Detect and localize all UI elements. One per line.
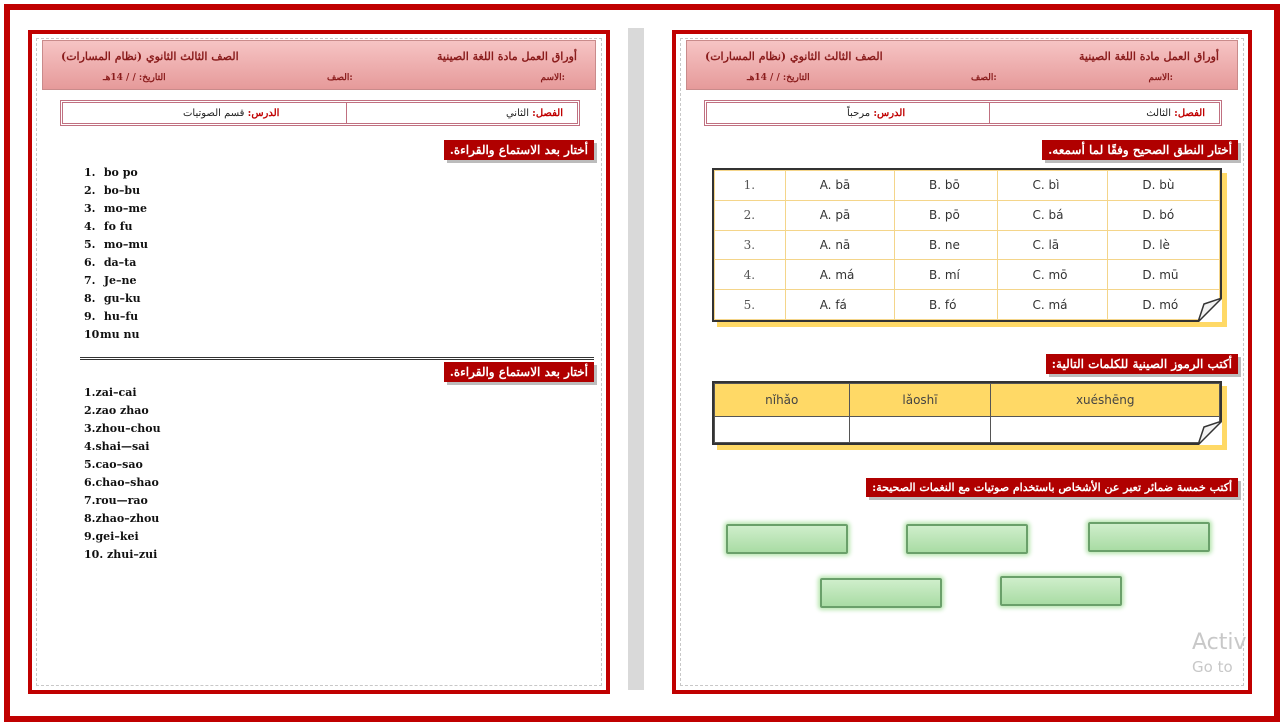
option-d[interactable]: D. mū (1108, 260, 1220, 290)
left-header-banner (42, 40, 596, 90)
option-b[interactable]: B. ne (894, 230, 997, 260)
answer-cell[interactable] (715, 417, 850, 443)
option-c[interactable]: C. má (998, 290, 1108, 320)
left-header-subject: أوراق العمل مادة اللغة الصينية (437, 50, 577, 63)
answer-cell[interactable] (991, 417, 1220, 443)
option-a[interactable]: A. má (785, 260, 894, 290)
right-chapter-value: الثالث (1146, 108, 1171, 119)
table-row: 2. A. pā B. pō C. bá D. bó (715, 200, 1220, 230)
option-b[interactable]: B. bō (894, 171, 997, 201)
table-row (715, 417, 1220, 443)
right-section1-title: أختار النطق الصحيح وفقًا لما أسمعه. (1042, 140, 1238, 160)
characters-table (712, 381, 1222, 445)
left-lesson-label: الدرس: (247, 108, 280, 119)
right-header-class-label: الصف: (971, 73, 997, 83)
left-section1-title: أختار بعد الاستماع والقراءة. (444, 140, 594, 160)
right-info-separator (989, 103, 990, 123)
left-header-grade: الصف الثالث الثانوي (نظام المسارات) (61, 50, 239, 63)
answer-box-5[interactable] (1000, 576, 1122, 606)
section-divider-line (80, 357, 594, 360)
option-b[interactable]: B. fó (894, 290, 997, 320)
left-page (28, 30, 610, 694)
left-section1-list (84, 164, 148, 344)
left-header-date-label: التاريخ: / / 14هـ (103, 73, 166, 83)
option-d[interactable]: D. bù (1108, 171, 1220, 201)
list-item: 5.cao–sao (84, 458, 143, 471)
list-item: 9.gei–kei (84, 530, 139, 543)
right-section3-title: أكتب خمسة ضمائر تعبر عن الأشخاص باستخدام صوتيات مع النغمات الصحيحة: (866, 478, 1238, 497)
page-curl-icon (1198, 298, 1222, 322)
right-chapter (1146, 108, 1205, 119)
list-item: 4. fo fu (84, 220, 133, 233)
option-b[interactable]: B. mí (894, 260, 997, 290)
option-d[interactable]: D. bó (1108, 200, 1220, 230)
table-row: 3. A. nā B. ne C. lā D. lè (715, 230, 1220, 260)
left-lesson (183, 108, 279, 119)
table-header-row (715, 384, 1220, 417)
right-info-box (704, 100, 1222, 126)
list-item: 1.zai–cai (84, 386, 137, 399)
left-info-separator (346, 103, 347, 123)
list-item: 5. mo–mu (84, 238, 148, 251)
list-item: 8.zhao–zhou (84, 512, 160, 525)
header-cell: xuéshēng (991, 384, 1220, 417)
header-cell: lǎoshī (849, 384, 991, 417)
activation-watermark-line1: Activ (1192, 630, 1247, 655)
list-item: 7.rou—rao (84, 494, 148, 507)
left-chapter-value: الثاني (505, 108, 529, 119)
option-c[interactable]: C. lā (998, 230, 1108, 260)
right-header-banner (686, 40, 1238, 90)
right-header-name-label: الاسم: (1148, 73, 1173, 83)
table-row: 5. A. fá B. fó C. má D. mó (715, 290, 1220, 320)
answer-box-4[interactable] (820, 578, 942, 608)
list-item: 6. da–ta (84, 256, 137, 269)
right-header-date-label: التاريخ: / / 14هـ (747, 73, 810, 83)
list-item: 2. bo–bu (84, 184, 141, 197)
left-header-name-label: الاسم: (540, 73, 565, 83)
page-divider (628, 28, 644, 690)
pronunciation-table (712, 168, 1222, 322)
list-item: 4.shai—sai (84, 440, 150, 453)
page-curl-icon (1198, 421, 1222, 445)
right-chapter-label: الفصل: (1174, 108, 1205, 119)
left-info-box (60, 100, 580, 126)
option-d[interactable]: D. mó (1108, 290, 1220, 320)
activation-watermark-line2: Go to (1192, 658, 1233, 676)
list-item: 2.zao zhao (84, 404, 149, 417)
right-lesson (847, 108, 905, 119)
option-a[interactable]: A. pā (785, 200, 894, 230)
list-item: 8. gu–ku (84, 292, 141, 305)
right-section2-title: أكتب الرموز الصينية للكلمات التالية: (1046, 354, 1238, 374)
right-header-grade: الصف الثالث الثانوي (نظام المسارات) (705, 50, 883, 63)
list-item: 9. hu–fu (84, 310, 139, 323)
option-b[interactable]: B. pō (894, 200, 997, 230)
list-item: 10mu nu (84, 328, 140, 341)
right-header-subject: أوراق العمل مادة اللغة الصينية (1079, 50, 1219, 63)
option-c[interactable]: C. mō (998, 260, 1108, 290)
answer-cell[interactable] (849, 417, 991, 443)
right-page (672, 30, 1252, 694)
right-lesson-value: مرحباً (847, 108, 871, 119)
left-header-class-label: الصف: (327, 73, 353, 83)
left-chapter (506, 108, 563, 119)
table-row: 4. A. má B. mí C. mō D. mū (715, 260, 1220, 290)
list-item: 6.chao–shao (84, 476, 159, 489)
list-item: 7. Je–ne (84, 274, 137, 287)
list-item: 10. zhui–zui (84, 548, 158, 561)
header-cell: nǐhǎo (715, 384, 850, 417)
list-item: 1. bo po (84, 166, 138, 179)
answer-box-1[interactable] (726, 524, 848, 554)
option-a[interactable]: A. fá (785, 290, 894, 320)
right-lesson-label: الدرس: (873, 108, 906, 119)
list-item: 3.zhou–chou (84, 422, 161, 435)
list-item: 3. mo–me (84, 202, 147, 215)
option-a[interactable]: A. bā (785, 171, 894, 201)
left-lesson-value: قسم الصوتيات (183, 108, 245, 119)
option-d[interactable]: D. lè (1108, 230, 1220, 260)
option-c[interactable]: C. bá (998, 200, 1108, 230)
option-c[interactable]: C. bì (998, 171, 1108, 201)
answer-box-2[interactable] (906, 524, 1028, 554)
left-section2-list (84, 384, 161, 564)
answer-box-3[interactable] (1088, 522, 1210, 552)
table-row: 1. A. bā B. bō C. bì D. bù (715, 171, 1220, 201)
left-section2-title: أختار بعد الاستماع والقراءة. (444, 362, 594, 382)
left-chapter-label: الفصل: (532, 108, 563, 119)
option-a[interactable]: A. nā (785, 230, 894, 260)
